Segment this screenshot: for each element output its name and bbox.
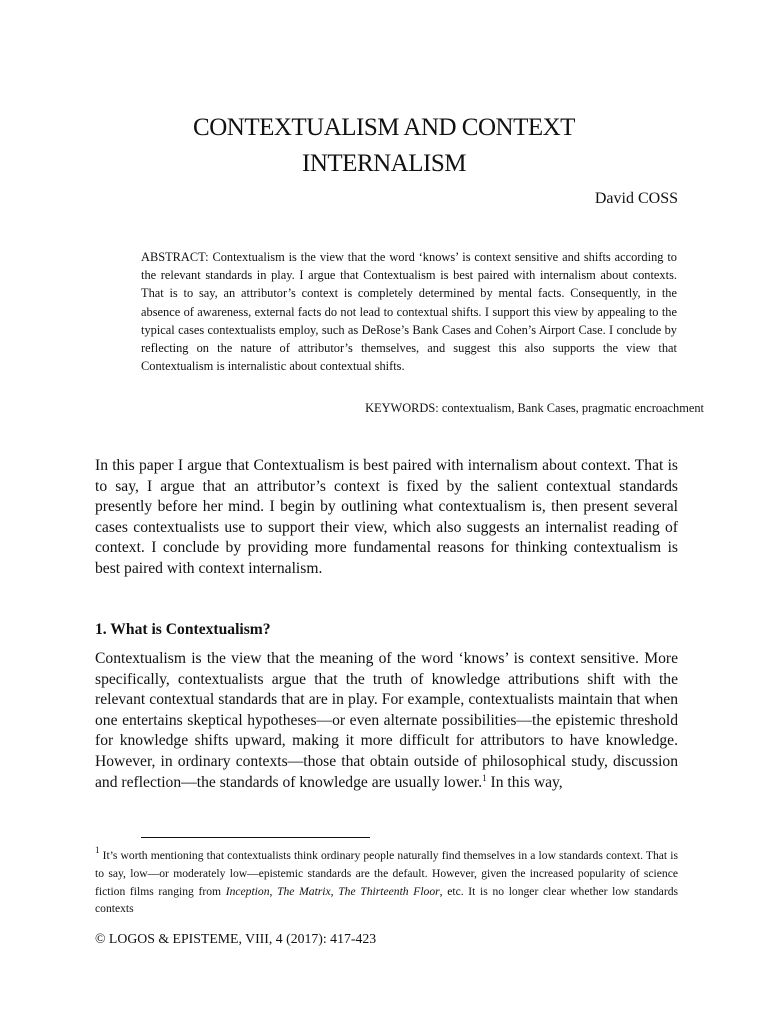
footnote-film-3: The Thirteenth Floor [338, 884, 440, 898]
journal-footer: © LOGOS & EPISTEME, VIII, 4 (2017): 417-423 [95, 931, 377, 946]
footnote-marker: 1 [95, 845, 100, 855]
section-paragraph [95, 649, 678, 793]
footnote [95, 847, 678, 918]
footnote-sep-2: , [330, 884, 339, 898]
footnote-film-1: Inception [225, 884, 270, 898]
author-name: David COSS [594, 190, 678, 207]
keywords: KEYWORDS: contextualism, Bank Cases, pragmatic encroachment [365, 401, 704, 415]
title-line-1: CONTEXTUALISM AND CONTEXT [193, 114, 575, 141]
footnote-film-2: The Matrix [277, 884, 331, 898]
footnote-text-1: It’s worth mentioning that contextualists think ordinary people naturally find themselves in a low standards context. That is to say, low—or moderately low—epistemic standards are the default. However, given the increased popularity of science fiction films ranging from [95, 849, 678, 898]
title-line-2: INTERNALISM [302, 150, 466, 177]
footnote-sep-1: , [269, 884, 278, 898]
footnote-separator [141, 837, 370, 838]
intro-paragraph: In this paper I argue that Contextualism is best paired with internalism about context. That is to say, I argue that an attributor’s context is fixed by the salient contextual standards presently before her mind. I begin by outlining what contextualism is, then present several cases contextualists use to support their view, which also suggests an internalist reading of context. I conclude by providing more fundamental reasons for thinking contextualism is best paired with context internalism. [95, 457, 678, 577]
paper-title [0, 110, 768, 182]
section-paragraph-text: Contextualism is the view that the meaning of the word ‘knows’ is context sensitive. More specifically, contextualists argue that the truth of knowledge attributions shift with the relevant contextual standards that are in play. For example, contextualists maintain that when one entertains skeptical hypotheses—or even alternate possibilities—the epistemic threshold for knowledge shifts upward, making it more difficult for attributors to have knowledge. However, in ordinary contexts—those that obtain outside of philosophical study, discussion and reflection—the standards of knowledge are usually lower. [95, 650, 678, 791]
section-heading: 1. What is Contextualism? [95, 621, 271, 638]
footnote-text-2: , etc. It is no longer clear whether low standards contexts [95, 884, 678, 916]
section-paragraph-tail: In this way, [486, 773, 563, 791]
abstract: ABSTRACT: Contextualism is the view that the word ‘knows’ is context sensitive and shifts according to the relevant standards in play. I argue that Contextualism is best paired with internalism about contexts. That is to say, an attributor’s context is completely determined by mental facts. Consequently, in the absence of awareness, external facts do not lead to contextual shifts. I support this view by appealing to the typical cases contextualists employ, such as DeRose’s Bank Cases and Cohen’s Airport Case. I conclude by reflecting on the nature of attributor’s themselves, and suggest this also supports the view that Contextualism is internalistic about contextual shifts. [141, 250, 677, 374]
footnote-reference[interactable]: 1 [482, 772, 487, 783]
